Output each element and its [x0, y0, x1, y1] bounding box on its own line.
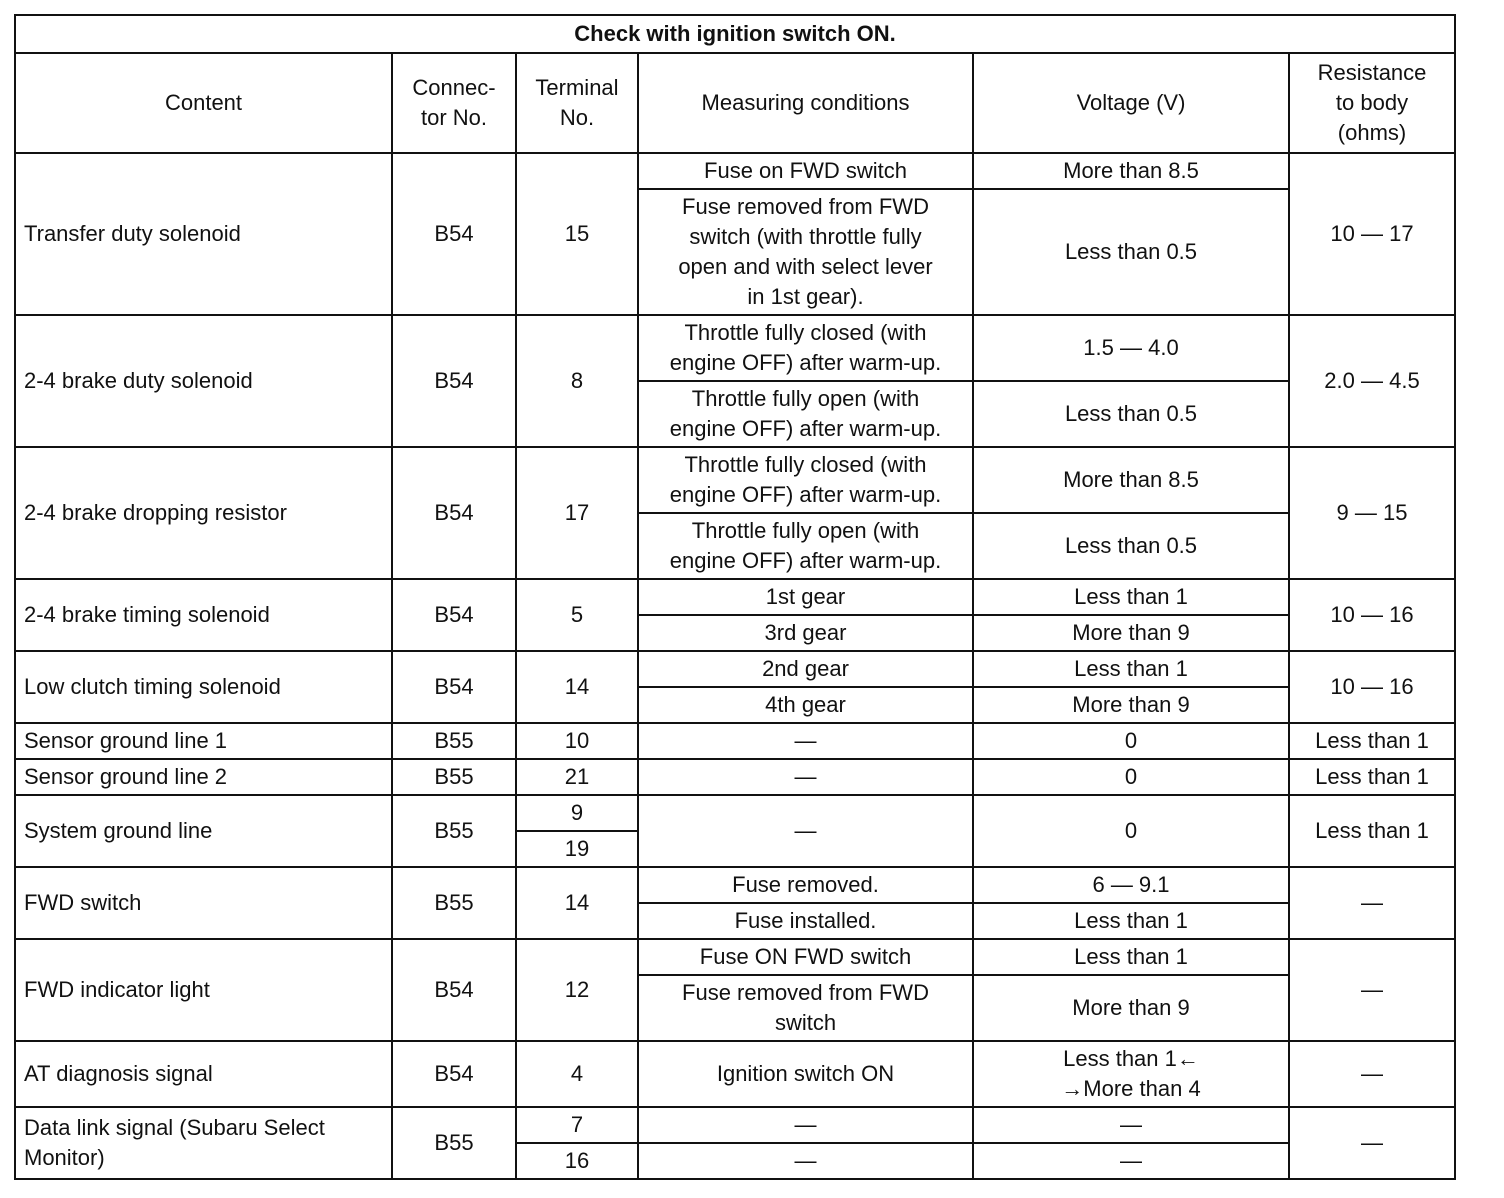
terminal-cell: 19	[516, 831, 638, 867]
table-row	[15, 579, 1455, 615]
condition-cell: Fuse on FWD switch	[638, 153, 973, 189]
table-row	[15, 447, 1455, 513]
connector-cell: B54	[392, 651, 516, 723]
table-row	[15, 651, 1455, 687]
resistance-cell: 9 — 15	[1289, 447, 1455, 579]
voltage-cell: 0	[973, 723, 1289, 759]
connector-cell: B55	[392, 795, 516, 867]
content-cell: Sensor ground line 1	[15, 723, 392, 759]
condition-cell: Fuse removed from FWD switch (with throttle fully open and with select lever in 1st gear).	[638, 189, 973, 315]
terminal-cell: 5	[516, 579, 638, 651]
condition-cell: Throttle fully closed (with engine OFF) after warm-up.	[638, 315, 973, 381]
terminal-cell: 17	[516, 447, 638, 579]
content-cell: System ground line	[15, 795, 392, 867]
voltage-cell: Less than 1	[973, 579, 1289, 615]
voltage-cell: Less than 0.5	[973, 189, 1289, 315]
connector-cell: B55	[392, 1107, 516, 1179]
voltage-cell: More than 9	[973, 975, 1289, 1041]
header-terminal: Terminal No.	[516, 53, 638, 153]
terminal-cell: 9	[516, 795, 638, 831]
voltage-cell: Less than 0.5	[973, 381, 1289, 447]
table-row	[15, 939, 1455, 975]
voltage-cell: 0	[973, 759, 1289, 795]
table-row	[15, 1107, 1455, 1143]
resistance-cell: Less than 1	[1289, 759, 1455, 795]
table-row	[15, 1041, 1455, 1107]
terminal-cell: 15	[516, 153, 638, 315]
condition-cell: —	[638, 759, 973, 795]
condition-cell: Throttle fully open (with engine OFF) after warm-up.	[638, 381, 973, 447]
table-row	[15, 795, 1455, 831]
condition-cell: —	[638, 795, 973, 867]
table-row	[15, 723, 1455, 759]
header-resistance: Resistance to body (ohms)	[1289, 53, 1455, 153]
terminal-cell: 14	[516, 651, 638, 723]
voltage-cell: 0	[973, 795, 1289, 867]
terminal-cell: 21	[516, 759, 638, 795]
terminal-cell: 8	[516, 315, 638, 447]
content-cell: AT diagnosis signal	[15, 1041, 392, 1107]
condition-cell: 4th gear	[638, 687, 973, 723]
resistance-cell: 10 — 16	[1289, 651, 1455, 723]
terminal-cell: 10	[516, 723, 638, 759]
condition-cell: 3rd gear	[638, 615, 973, 651]
terminal-cell: 12	[516, 939, 638, 1041]
content-cell: Transfer duty solenoid	[15, 153, 392, 315]
connector-cell: B55	[392, 723, 516, 759]
voltage-cell: More than 9	[973, 615, 1289, 651]
voltage-cell: 1.5 — 4.0	[973, 315, 1289, 381]
content-cell: 2-4 brake dropping resistor	[15, 447, 392, 579]
header-voltage: Voltage (V)	[973, 53, 1289, 153]
resistance-cell: 2.0 — 4.5	[1289, 315, 1455, 447]
header-connector: Connec- tor No.	[392, 53, 516, 153]
table-row	[15, 759, 1455, 795]
table-row	[15, 315, 1455, 381]
connector-cell: B54	[392, 1041, 516, 1107]
condition-cell: —	[638, 723, 973, 759]
condition-cell: Throttle fully open (with engine OFF) after warm-up.	[638, 513, 973, 579]
resistance-cell: Less than 1	[1289, 795, 1455, 867]
voltage-cell: 6 — 9.1	[973, 867, 1289, 903]
condition-cell: Fuse ON FWD switch	[638, 939, 973, 975]
connector-cell: B54	[392, 153, 516, 315]
content-cell: Low clutch timing solenoid	[15, 651, 392, 723]
table-row	[15, 153, 1455, 189]
resistance-cell: —	[1289, 1041, 1455, 1107]
condition-cell: Fuse removed.	[638, 867, 973, 903]
voltage-cell: —	[973, 1107, 1289, 1143]
connector-cell: B54	[392, 579, 516, 651]
resistance-cell: 10 — 16	[1289, 579, 1455, 651]
voltage-cell: More than 8.5	[973, 447, 1289, 513]
voltage-cell: Less than 1← →More than 4	[973, 1041, 1289, 1107]
connector-cell: B54	[392, 939, 516, 1041]
table-row	[15, 867, 1455, 903]
condition-cell: —	[638, 1143, 973, 1179]
voltage-cell: —	[973, 1143, 1289, 1179]
terminal-cell: 4	[516, 1041, 638, 1107]
condition-cell: Fuse removed from FWD switch	[638, 975, 973, 1041]
content-cell: Data link signal (Subaru Select Monitor)	[15, 1107, 392, 1179]
header-measuring-conditions: Measuring conditions	[638, 53, 973, 153]
condition-cell: 2nd gear	[638, 651, 973, 687]
voltage-cell: Less than 1	[973, 939, 1289, 975]
condition-cell: Fuse installed.	[638, 903, 973, 939]
resistance-cell: —	[1289, 939, 1455, 1041]
terminal-cell: 14	[516, 867, 638, 939]
voltage-cell: Less than 1	[973, 903, 1289, 939]
connector-cell: B55	[392, 759, 516, 795]
connector-cell: B54	[392, 447, 516, 579]
content-cell: 2-4 brake timing solenoid	[15, 579, 392, 651]
header-content: Content	[15, 53, 392, 153]
condition-cell: 1st gear	[638, 579, 973, 615]
content-cell: 2-4 brake duty solenoid	[15, 315, 392, 447]
inspection-table	[14, 14, 1456, 1180]
condition-cell: Throttle fully closed (with engine OFF) after warm-up.	[638, 447, 973, 513]
condition-cell: Ignition switch ON	[638, 1041, 973, 1107]
terminal-cell: 7	[516, 1107, 638, 1143]
header-row	[15, 53, 1455, 153]
resistance-cell: —	[1289, 1107, 1455, 1179]
connector-cell: B54	[392, 315, 516, 447]
content-cell: FWD switch	[15, 867, 392, 939]
voltage-cell: More than 9	[973, 687, 1289, 723]
content-cell: FWD indicator light	[15, 939, 392, 1041]
voltage-cell: Less than 0.5	[973, 513, 1289, 579]
content-cell: Sensor ground line 2	[15, 759, 392, 795]
table-title: Check with ignition switch ON.	[15, 15, 1455, 53]
connector-cell: B55	[392, 867, 516, 939]
resistance-cell: —	[1289, 867, 1455, 939]
condition-cell: —	[638, 1107, 973, 1143]
resistance-cell: 10 — 17	[1289, 153, 1455, 315]
terminal-cell: 16	[516, 1143, 638, 1179]
resistance-cell: Less than 1	[1289, 723, 1455, 759]
voltage-cell: More than 8.5	[973, 153, 1289, 189]
voltage-cell: Less than 1	[973, 651, 1289, 687]
